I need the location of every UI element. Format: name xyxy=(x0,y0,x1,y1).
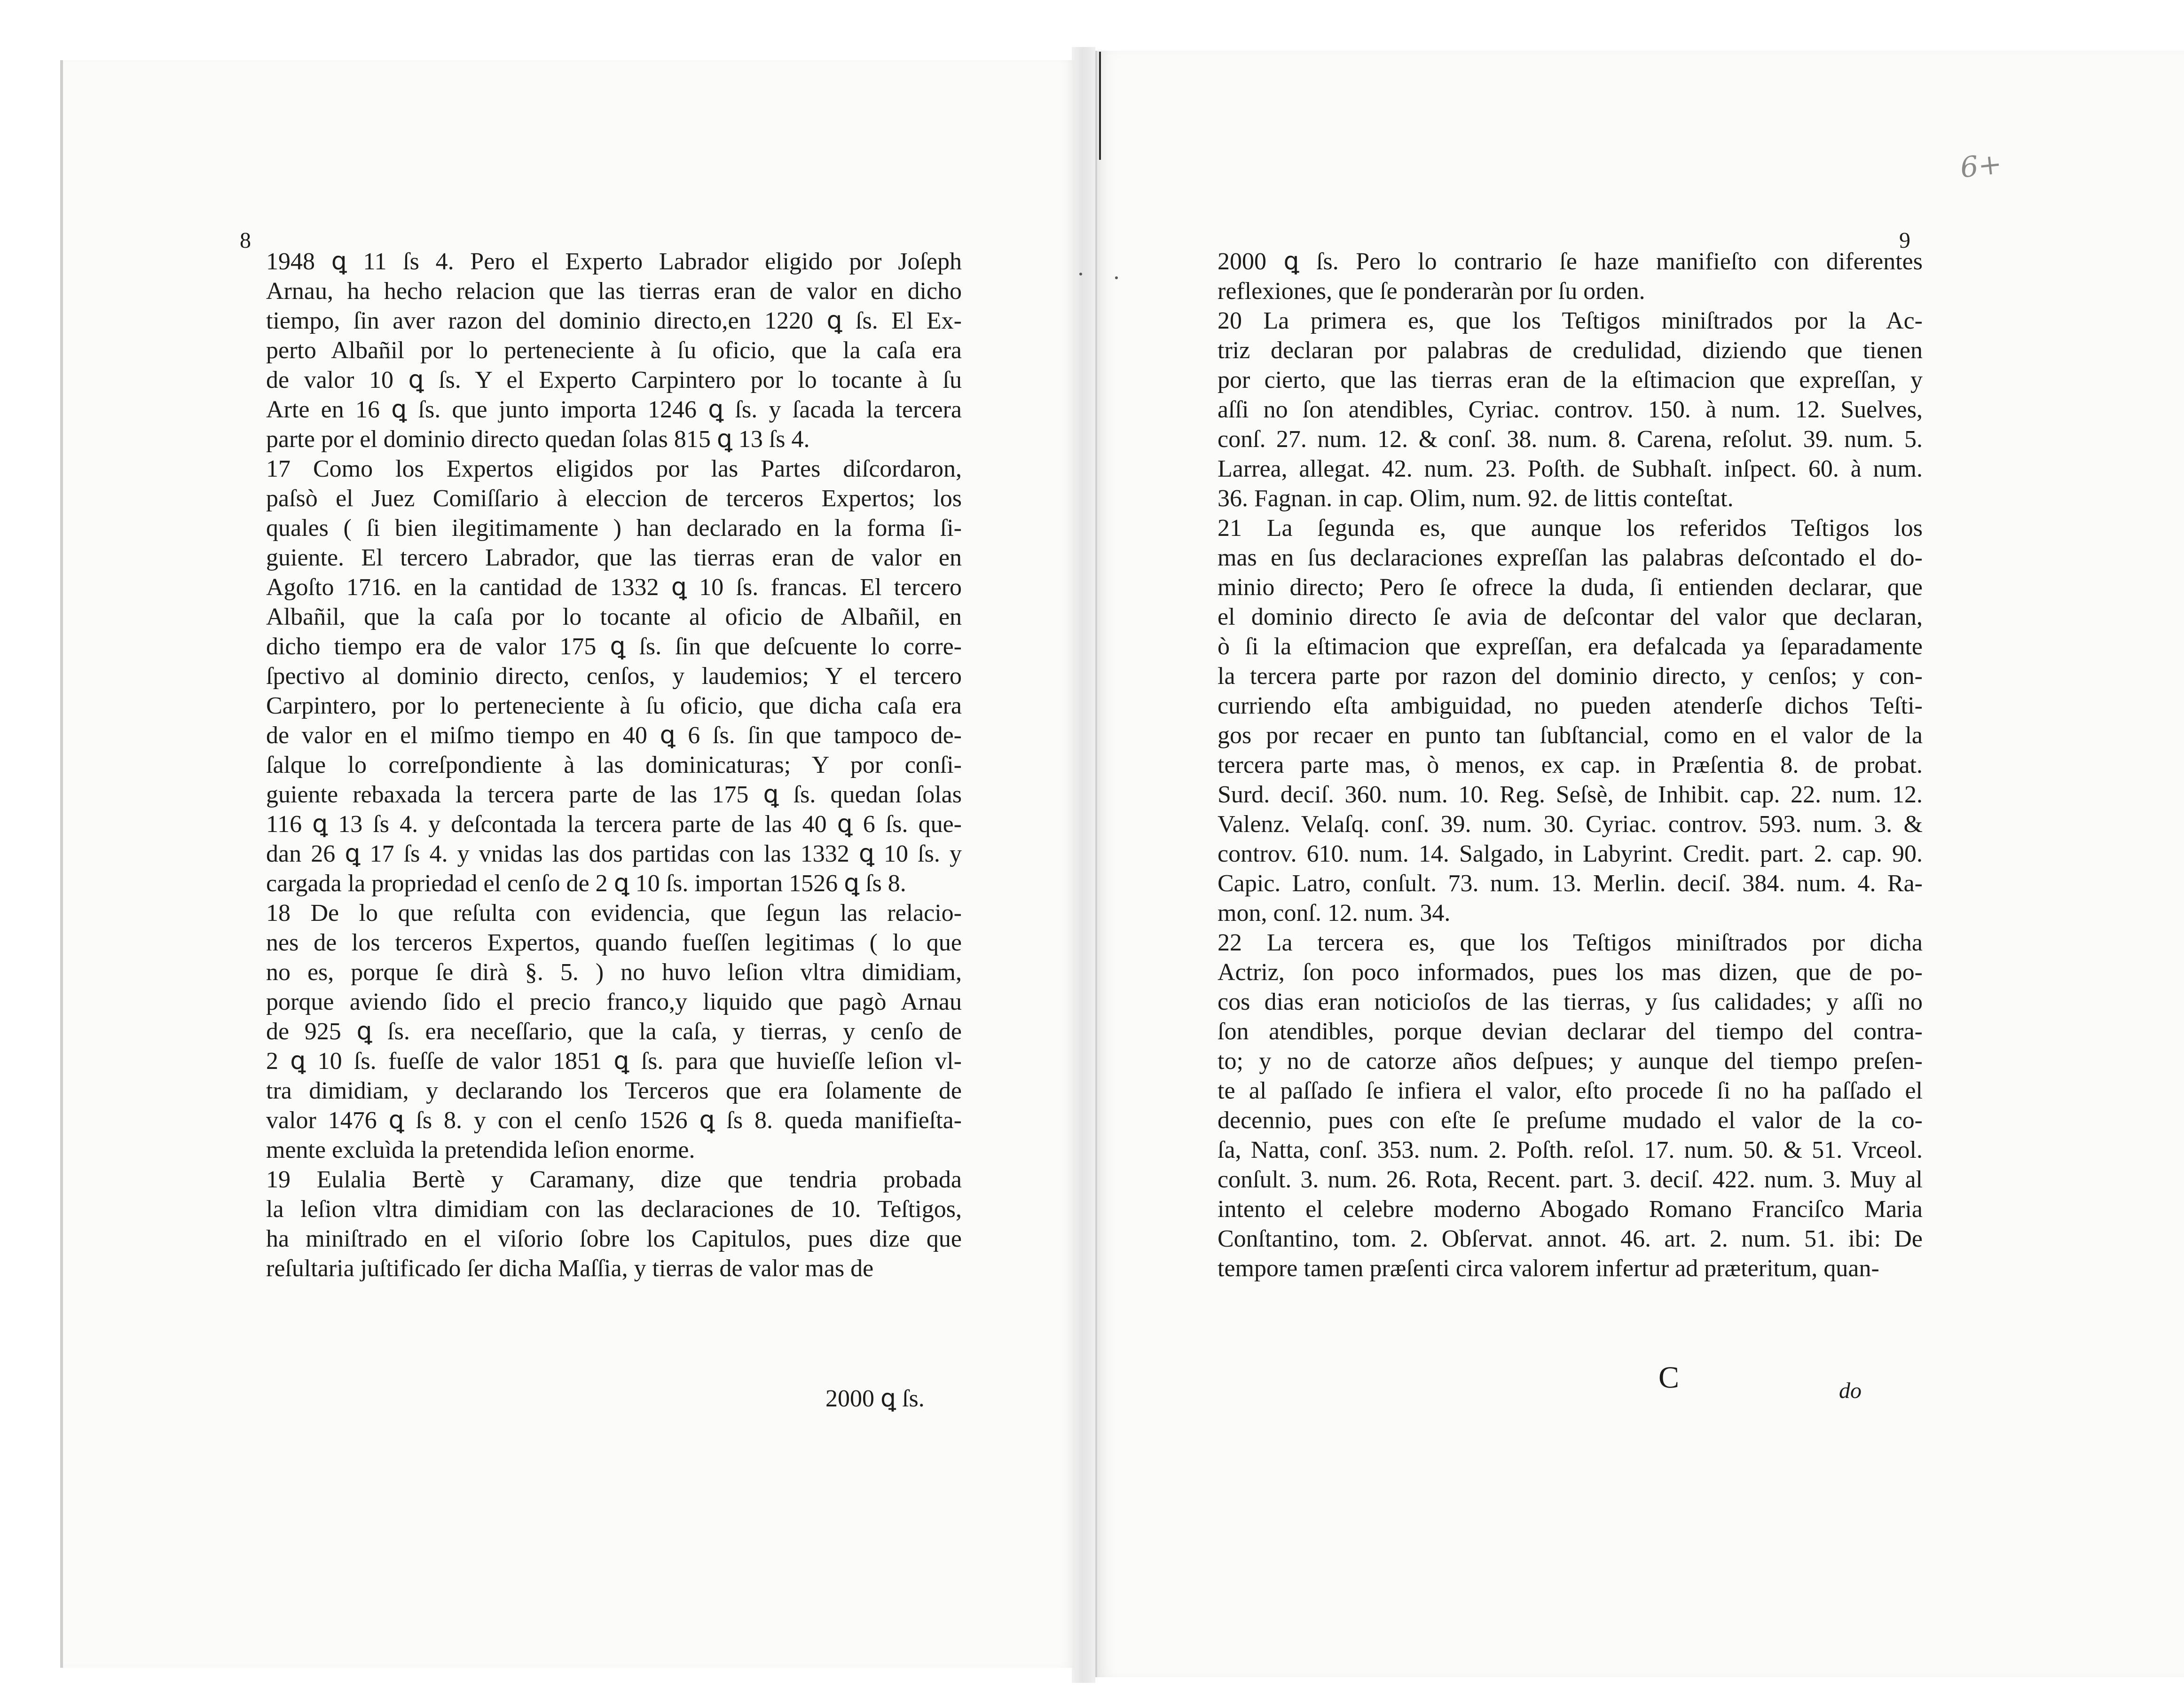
text-line: minio directo; Pero ſe ofrece la duda, ſi entienden declarar, que xyxy=(1218,574,1923,601)
left-catchword: 2000 ꝗ ſs. xyxy=(825,1385,925,1412)
marginal-note: 6+ xyxy=(1958,147,2003,185)
text-line: triz declaran por palabras de credulidad, diziendo que tienen xyxy=(1218,337,1923,364)
text-line: ſa, Natta, conſ. 353. num. 2. Poſth. reſol. 17. num. 50. & 51. Vrceol. xyxy=(1218,1137,1923,1163)
text-line: 17 Como los Expertos eligidos por las Partes diſcordaron, xyxy=(266,455,962,482)
text-line: 2000 ꝗ ſs. Pero lo contrario ſe haze manifieſto con diferentes xyxy=(1218,248,1923,275)
left-page-number: 8 xyxy=(240,228,251,253)
text-line: Surd. deciſ. 360. num. 10. Reg. Seſsè, de Inhibit. cap. 22. num. 12. xyxy=(1218,781,1923,808)
text-line: guiente rebaxada la tercera parte de las 175 ꝗ ſs. quedan ſolas xyxy=(266,781,962,808)
text-line: Albañil, que la caſa por lo tocante al oficio de Albañil, en xyxy=(266,604,962,630)
text-line: reflexiones, que ſe ponderaràn por ſu orden. xyxy=(1218,278,1645,305)
text-line: Larrea, allegat. 42. num. 23. Poſth. de Subhaſt. inſpect. 60. à num. xyxy=(1218,455,1923,482)
text-line: 22 La tercera es, que los Teſtigos miniſtrados por dicha xyxy=(1218,929,1923,956)
text-line: el dominio directo ſe avia de deſcontar del valor que declaran, xyxy=(1218,604,1923,630)
text-line: curriendo eſta ambiguidad, no pueden atenderſe dichos Teſti- xyxy=(1218,692,1923,719)
right-page-number: 9 xyxy=(1899,228,1910,253)
text-line: valor 1476 ꝗ ſs 8. y con el cenſo 1526 ꝗ ſs 8. queda manifieſta- xyxy=(266,1107,962,1134)
text-line: dicho tiempo era de valor 175 ꝗ ſs. ſin que deſcuente lo corre- xyxy=(266,633,962,660)
text-line: tempore tamen præſenti circa valorem infertur ad præteritum, quan- xyxy=(1218,1255,1879,1282)
text-line: parte por el dominio directo quedan ſolas 815 ꝗ 13 ſs 4. xyxy=(266,426,810,453)
text-line: de 925 ꝗ ſs. era neceſſario, que la caſa, y tierras, y cenſo de xyxy=(266,1018,962,1045)
text-line: Arnau, ha hecho relacion que las tierras eran de valor en dicho xyxy=(266,278,962,305)
text-line: guiente. El tercero Labrador, que las tierras eran de valor en xyxy=(266,544,962,571)
text-line: Actriz, ſon poco informados, pues los mas dizen, que de po- xyxy=(1218,959,1923,986)
text-line: Arte en 16 ꝗ ſs. que junto importa 1246 ꝗ ſs. y ſacada la tercera xyxy=(266,396,962,423)
text-line: ò ſi la eſtimacion que expreſſan, era defalcada ya ſeparadamente xyxy=(1218,633,1923,660)
text-line: conſult. 3. num. 26. Rota, Recent. part. 3. deciſ. 422. num. 3. Muy al xyxy=(1218,1166,1923,1193)
text-line: ſon atendibles, porque devian declarar del tiempo del contra- xyxy=(1218,1018,1923,1045)
text-line: quales ( ſi bien ilegitimamente ) han declarado en la forma ſi- xyxy=(266,515,962,542)
text-line: Valenz. Velaſq. conſ. 39. num. 30. Cyriac. controv. 593. num. 3. & xyxy=(1218,811,1923,838)
text-line: intento el celebre moderno Abogado Romano Franciſco Maria xyxy=(1218,1196,1923,1223)
right-catchword: do xyxy=(1839,1378,1862,1403)
text-line: controv. 610. num. 14. Salgado, in Labyrint. Credit. part. 2. cap. 90. xyxy=(1218,840,1923,867)
text-line: tiempo, ſin aver razon del dominio directo,en 1220 ꝗ ſs. El Ex- xyxy=(266,307,962,334)
text-line: aſſi no ſon atendibles, Cyriac. controv. 150. à num. 12. Suelves, xyxy=(1218,396,1923,423)
text-line: reſultaria juſtificado ſer dicha Maſſia, y tierras de valor mas de xyxy=(266,1255,874,1282)
text-line: de valor en el miſmo tiempo en 40 ꝗ 6 ſs. ſin que tampoco de- xyxy=(266,722,962,749)
text-line: cargada la propriedad el cenſo de 2 ꝗ 10 ſs. importan 1526 ꝗ ſs 8. xyxy=(266,870,906,897)
text-line: Agoſto 1716. en la cantidad de 1332 ꝗ 10 ſs. francas. El tercero xyxy=(266,574,962,601)
gutter-speck xyxy=(1115,276,1118,279)
text-line: mon, conſ. 12. num. 34. xyxy=(1218,900,1451,926)
text-line: 18 De lo que reſulta con evidencia, que ſegun las relacio- xyxy=(266,900,962,926)
text-line: tercera parte mas, ò menos, ex cap. in Præſentia 8. de probat. xyxy=(1218,752,1923,778)
text-line: perto Albañil por lo perteneciente à ſu oficio, que la caſa era xyxy=(266,337,962,364)
spine-mark xyxy=(1099,52,1101,160)
text-line: 20 La primera es, que los Teſtigos miniſtrados por la Ac- xyxy=(1218,307,1923,334)
left-text-column xyxy=(266,247,962,1283)
text-line: ſalque lo correſpondiente à las dominicaturas; Y por conſi- xyxy=(266,752,962,778)
book-gutter xyxy=(1072,47,1095,1683)
text-line: Carpintero, por lo perteneciente à ſu oficio, que dicha caſa era xyxy=(266,692,962,719)
text-line: la leſion vltra dimidiam con las declaraciones de 10. Teſtigos, xyxy=(266,1196,962,1223)
text-line: por cierto, que las tierras eran de la eſtimacion que expreſſan, y xyxy=(1218,367,1923,393)
text-line: 19 Eulalia Bertè y Caramany, dize que tendria probada xyxy=(266,1166,962,1193)
text-line: gos por recaer en punto tan ſubſtancial, como en el valor de la xyxy=(1218,722,1923,749)
text-line: 116 ꝗ 13 ſs 4. y deſcontada la tercera parte de las 40 ꝗ 6 ſs. que- xyxy=(266,811,962,838)
text-line: 1948 ꝗ 11 ſs 4. Pero el Experto Labrador eligido por Joſeph xyxy=(266,248,962,275)
text-line: dan 26 ꝗ 17 ſs 4. y vnidas las dos partidas con las 1332 ꝗ 10 ſs. y xyxy=(266,840,962,867)
text-line: mente excluìda la pretendida leſion enorme. xyxy=(266,1137,695,1163)
text-line: la tercera parte por razon del dominio directo, y cenſos; y con- xyxy=(1218,663,1923,690)
text-line: mas en ſus declaraciones expreſſan las palabras deſcontado el do- xyxy=(1218,544,1923,571)
text-line: cos dias eran noticioſos de las tierras, y ſus calidades; y aſſi no xyxy=(1218,989,1923,1015)
text-line: te al paſſado ſe infiera el valor, eſto procede ſi no ha paſſado el xyxy=(1218,1077,1923,1104)
gutter-speck xyxy=(1079,273,1082,275)
text-line: de valor 10 ꝗ ſs. Y el Experto Carpintero por lo tocante à ſu xyxy=(266,367,962,393)
text-line: ha miniſtrado en el viſorio ſobre los Capitulos, pues dize que xyxy=(266,1225,962,1252)
text-line: nes de los terceros Expertos, quando fueſſen legitimas ( lo que xyxy=(266,929,962,956)
text-line: 2 ꝗ 10 ſs. fueſſe de valor 1851 ꝗ ſs. para que huvieſſe leſion vl- xyxy=(266,1048,962,1075)
text-line: porque aviendo ſido el precio franco,y liquido que pagò Arnau xyxy=(266,989,962,1015)
text-line: 21 La ſegunda es, que aunque los referidos Teſtigos los xyxy=(1218,515,1923,542)
text-line: ſpectivo al dominio directo, cenſos, y laudemios; Y el tercero xyxy=(266,663,962,690)
text-line: paſsò el Juez Comiſſario à eleccion de terceros Expertos; los xyxy=(266,485,962,512)
text-line: Conſtantino, tom. 2. Obſervat. annot. 46. art. 2. num. 51. ibi: De xyxy=(1218,1225,1923,1252)
text-line: to; y no de catorze años deſpues; y aunque del tiempo preſen- xyxy=(1218,1048,1923,1075)
text-line: decennio, pues con eſte ſe preſume mudado el valor de la co- xyxy=(1218,1107,1923,1134)
text-line: 36. Fagnan. in cap. Olim, num. 92. de littis conteſtat. xyxy=(1218,485,1734,512)
signature-mark: C xyxy=(1658,1360,1681,1395)
text-line: conſ. 27. num. 12. & conſ. 38. num. 8. Carena, reſolut. 39. num. 5. xyxy=(1218,426,1923,453)
text-line: Capic. Latro, conſult. 73. num. 13. Merlin. deciſ. 384. num. 4. Ra- xyxy=(1218,870,1923,897)
text-line: no es, porque ſe dirà §. 5. ) no huvo leſion vltra dimidiam, xyxy=(266,959,962,986)
text-line: tra dimidiam, y declarando los Terceros que era ſolamente de xyxy=(266,1077,962,1104)
right-text-column xyxy=(1218,247,1923,1283)
